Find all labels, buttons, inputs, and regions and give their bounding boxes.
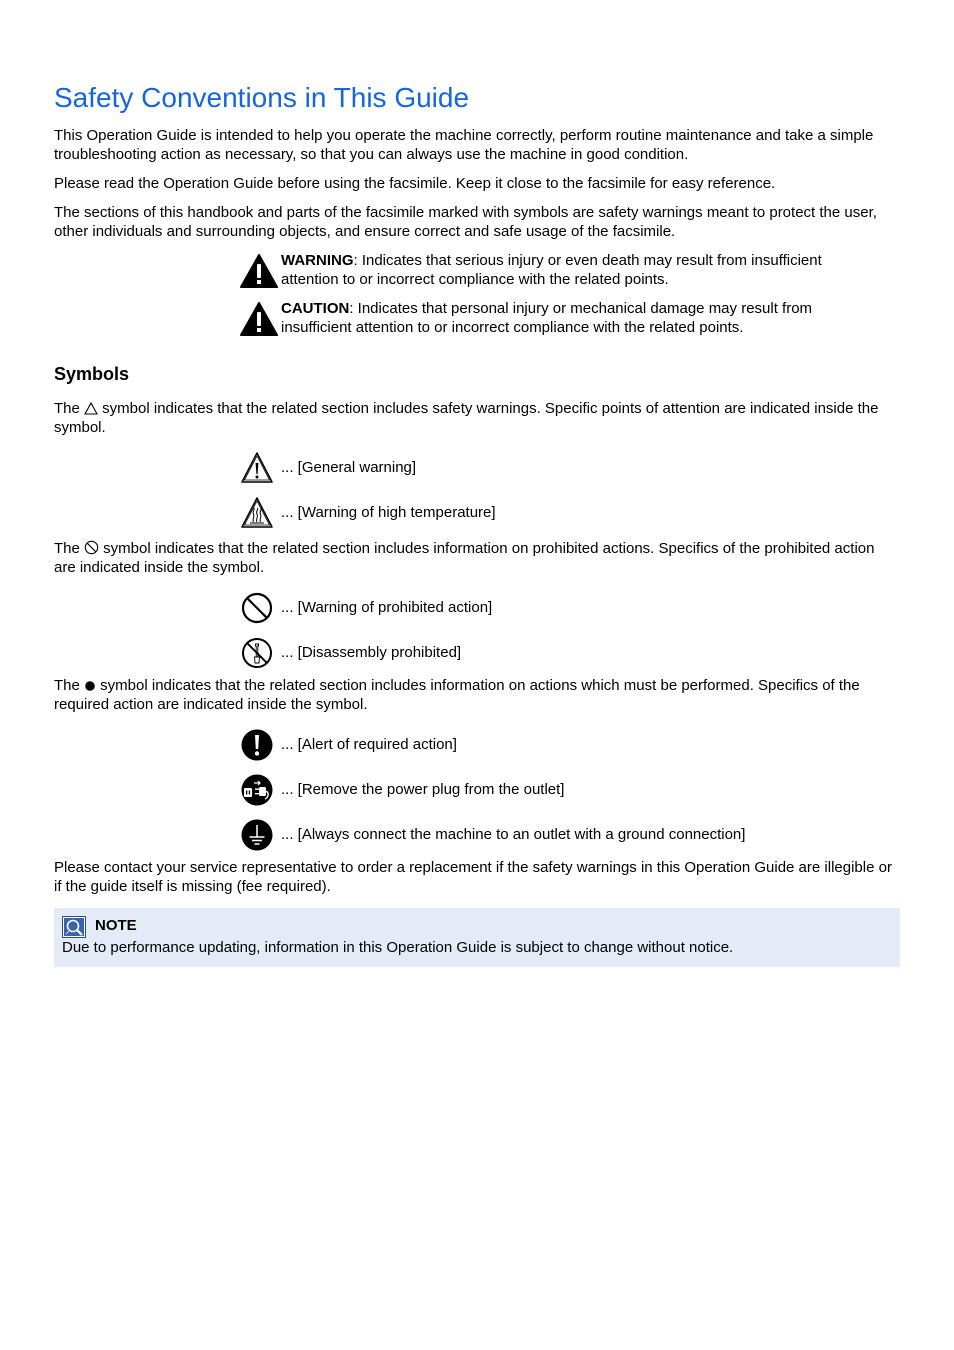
prohibit-post-text: symbol indicates that the related section includes information on prohibited actions. Specifics of the prohibited action are indicated inside the symbol. <box>54 540 875 576</box>
intro-paragraph-1: This Operation Guide is intended to help you operate the machine correctly, perform routine maintenance and take a simple troubleshooting action as necessary, so that you can always use the machine in good condition. <box>54 127 874 163</box>
remove-plug-row <box>240 773 880 807</box>
contact-paragraph: Please contact your service representative to order a replacement if the safety warnings in this Operation Guide are illegible or if the guide itself is missing (fee required). <box>54 859 892 895</box>
intro-paragraph-2: Please read the Operation Guide before using the facsimile. Keep it close to the facsimile for easy reference. <box>54 175 776 192</box>
caution-row <box>240 299 880 339</box>
remove-plug-label: ... [Remove the power plug from the outlet] <box>281 781 565 798</box>
triangle-symbol-paragraph <box>54 399 900 437</box>
remove-plug-icon <box>240 773 274 807</box>
disassembly-prohibited-label: ... [Disassembly prohibited] <box>281 644 462 661</box>
small-filled-circle-icon <box>84 680 96 692</box>
note-icon <box>62 916 86 938</box>
required-action-icon <box>240 728 274 762</box>
small-prohibition-icon <box>84 540 99 555</box>
required-action-row <box>240 728 880 762</box>
note-title: NOTE <box>95 917 137 934</box>
prohibited-action-row <box>240 591 880 625</box>
general-warning-label: ... [General warning] <box>281 459 417 476</box>
prohibited-action-label: ... [Warning of prohibited action] <box>281 599 493 616</box>
prohibited-action-icon <box>240 591 274 625</box>
warning-text <box>281 251 881 289</box>
triangle-post-text: symbol indicates that the related section includes safety warnings. Specific points of attention are indicated inside the symbol. <box>54 400 879 436</box>
page-title: Safety Conventions in This Guide <box>54 82 470 113</box>
required-action-label: ... [Alert of required action] <box>281 736 457 753</box>
caution-triangle-icon <box>240 301 278 337</box>
prohibit-pre-text: The <box>54 540 85 557</box>
general-warning-row <box>240 451 880 485</box>
required-post-text: symbol indicates that the related section includes information on actions which must be performed. Specifics of the required action are indicated inside the symbol. <box>54 677 860 713</box>
required-pre-text: The <box>54 677 85 694</box>
note-box <box>54 908 900 967</box>
warning-row <box>240 251 880 291</box>
intro-paragraph-3: The sections of this handbook and parts of the facsimile marked with symbols are safety warnings meant to protect the user, other individuals and surrounding objects, and ensure correct and safe usage of the facsimile. <box>54 204 877 240</box>
caution-label: CAUTION <box>281 300 350 317</box>
ground-connection-label: ... [Always connect the machine to an outlet with a ground connection] <box>281 826 746 843</box>
required-symbol-paragraph <box>54 676 900 714</box>
disassembly-prohibited-icon <box>240 636 274 670</box>
ground-connection-row <box>240 818 880 852</box>
note-body: Due to performance updating, information in this Operation Guide is subject to change without notice. <box>62 939 734 956</box>
prohibited-symbol-paragraph <box>54 539 900 577</box>
disassembly-prohibited-row <box>240 636 880 670</box>
caution-text <box>281 299 881 337</box>
high-temperature-icon <box>240 496 274 530</box>
small-triangle-icon <box>84 402 98 415</box>
warning-description: : Indicates that serious injury or even death may result from insufficient attention to or incorrect compliance with the related points. <box>281 252 822 288</box>
triangle-pre-text: The <box>54 400 85 417</box>
caution-description: : Indicates that personal injury or mechanical damage may result from insufficient attention to or incorrect compliance with the related points. <box>281 300 813 336</box>
warning-label: WARNING <box>281 252 354 269</box>
warning-triangle-icon <box>240 253 278 289</box>
high-temperature-row <box>240 496 880 530</box>
ground-connection-icon <box>240 818 274 852</box>
high-temperature-label: ... [Warning of high temperature] <box>281 504 496 521</box>
symbols-heading: Symbols <box>54 364 130 384</box>
general-warning-icon <box>240 451 274 485</box>
